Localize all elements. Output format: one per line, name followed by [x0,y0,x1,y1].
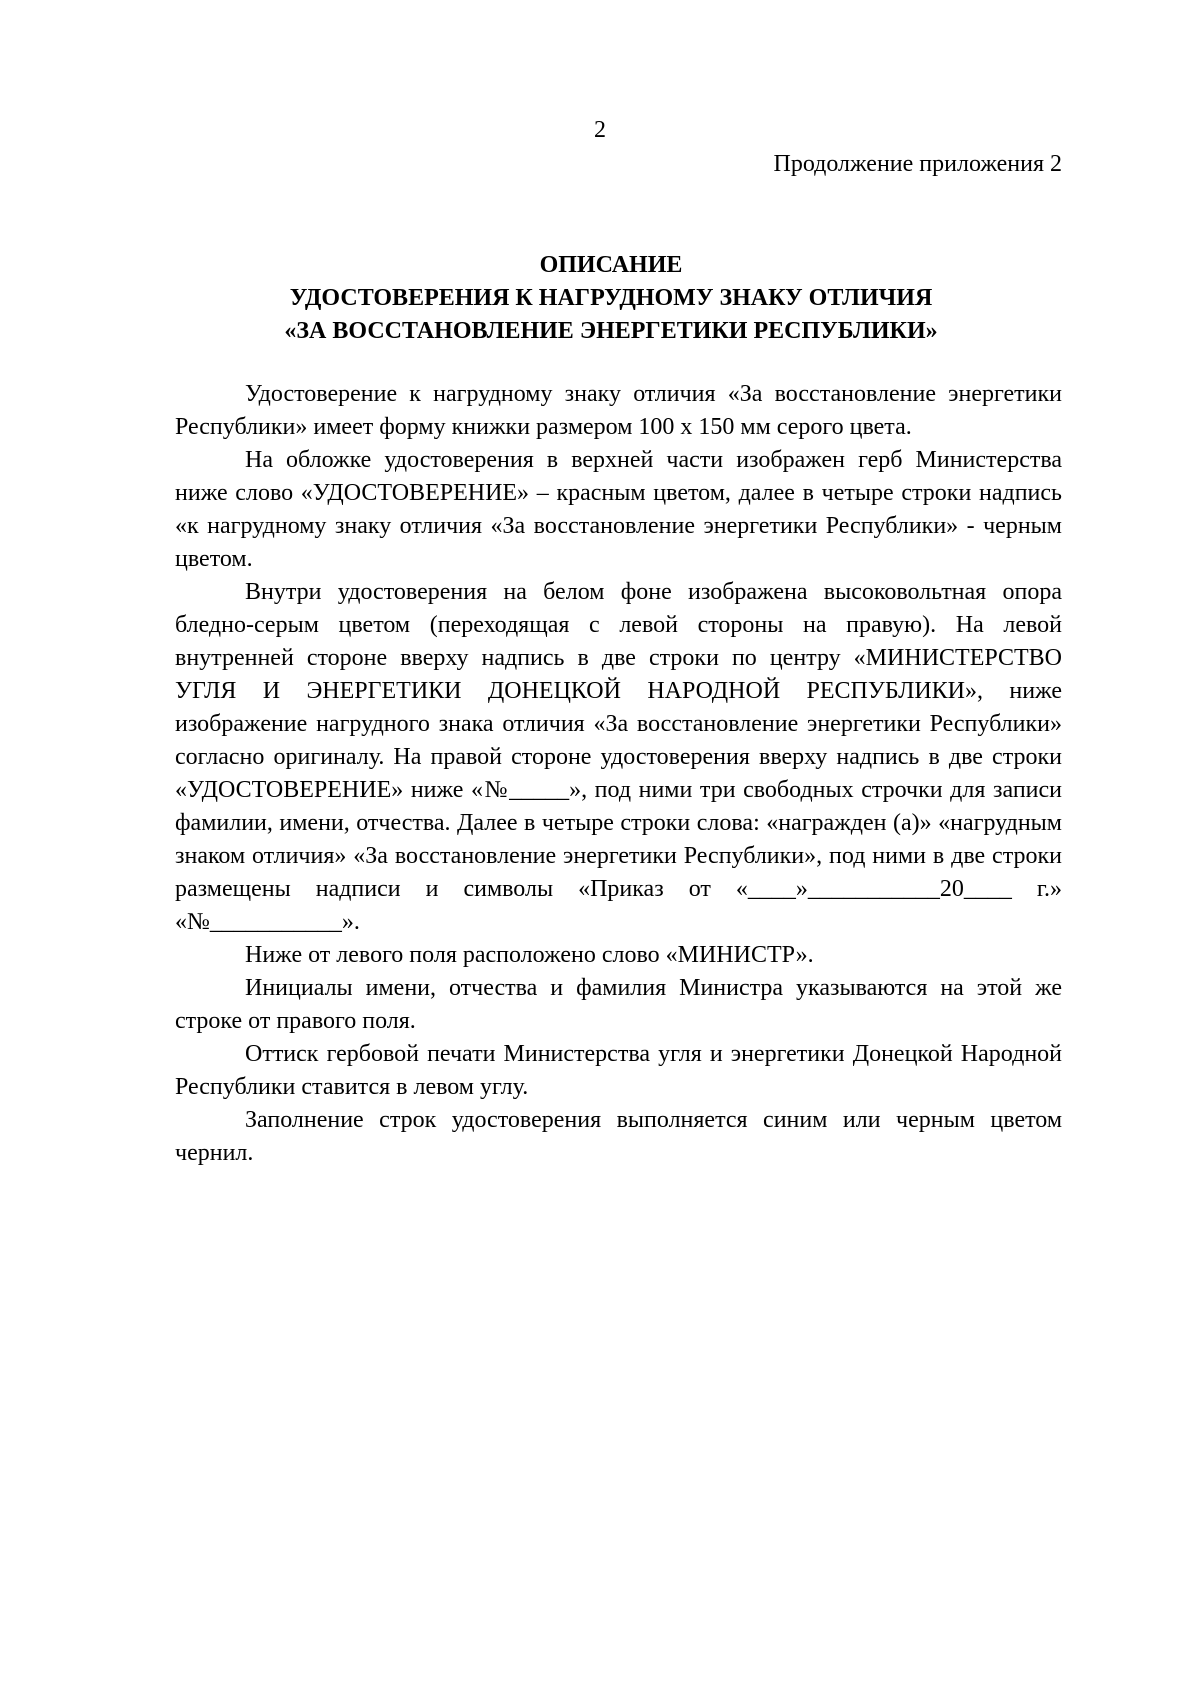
document-body [175,378,1062,1170]
paragraph-ink: Заполнение строк удостоверения выполняется синим или черным цветом чернил. [175,1107,1062,1166]
title-line-1: ОПИСАНИЕ [539,252,683,278]
paragraph-minister-word: Ниже от левого поля расположено слово «МИНИСТР». [245,942,814,968]
paragraph-initials: Инициалы имени, отчества и фамилия Министра указываются на этой же строке от правого поля. [175,975,1062,1034]
paragraph-form-size: Удостоверение к нагрудному знаку отличия «За восстановление энергетики Республики» имеет форму книжки размером 100 х 150 мм серого цвета. [175,381,1062,440]
paragraph-cover: На обложке удостоверения в верхней части изображен герб Министерства ниже слово «УДОСТОВЕРЕНИЕ» – красным цветом, далее в четыре строки надпись «к нагрудному знаку отличия «За восстановление энергетики Республики» - черным цветом. [175,447,1062,572]
title-line-2: УДОСТОВЕРЕНИЯ К НАГРУДНОМУ ЗНАКУ ОТЛИЧИЯ [289,285,933,311]
page-number: 2 [594,117,606,143]
paragraph-inside: Внутри удостоверения на белом фоне изображена высоковольтная опора бледно-серым цветом (переходящая с левой стороны на правую). На левой внутренней стороне вверху надпись в две строки по центру «МИНИСТЕРСТВО УГЛЯ И ЭНЕРГЕТИКИ ДОНЕЦКОЙ НАРОДНОЙ РЕСПУБЛИКИ», ниже изображение нагрудного знака отличия «За восстановление энергетики Республики» согласно оригиналу. На правой стороне удостоверения вверху надпись в две строки «УДОСТОВЕРЕНИЕ» ниже «№_____», под ними три свободных строчки для записи фамилии, имени, отчества. Далее в четыре строки слова: «награжден (а)» «нагрудным знаком отличия» «За восстановление энергетики Республики», под ними в две строки размещены надписи и символы «Приказ от «____»___________20____ г.» «№___________». [175,579,1062,935]
document-title [160,249,1062,348]
paragraph-seal: Оттиск гербовой печати Министерства угля и энергетики Донецкой Народной Республики ставится в левом углу. [175,1041,1062,1100]
continuation-header: Продолжение приложения 2 [773,151,1062,177]
title-line-3: «ЗА ВОССТАНОВЛЕНИЕ ЭНЕРГЕТИКИ РЕСПУБЛИКИ» [284,318,938,344]
